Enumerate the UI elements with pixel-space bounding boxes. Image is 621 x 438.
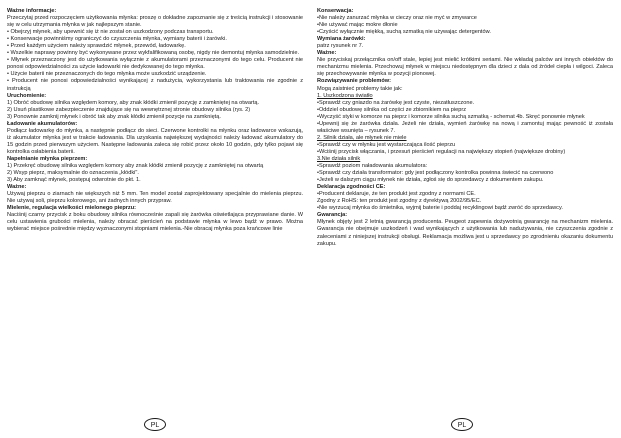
section-heading: Mielenie, regulacja wielkości mielonego pieprzu:: [7, 205, 137, 212]
paragraph: Nie przyciskaj przełącznika on/off stale, lepiej jest mielić krótkimi seriami. Nie wkładaj palców ani innych obiektów do mechanizmu mielenia. Przechowuj młynek w miejscu niedostępnym dla dzieci z dala od źródeł ciepła i wilgoci. Zaleca się przechowywanie młynka w pozycji pionowej.: [317, 57, 613, 78]
section-heading: Ładowanie akumulatorów:: [7, 120, 78, 127]
paragraph: • Konserwacje powinniśmy ograniczyć do czyszczenia młynka, wymiany baterii i żarówki.: [7, 36, 227, 43]
paragraph: Używaj pieprzu o ziarnach nie większych niż 5 mm. Ten model został zaprojektowany specjalnie do mielenia pieprzu. Nie używaj soli, pieprzu kolorowego, ani żadnych innych przypraw.: [7, 191, 303, 205]
paragraph: •Upewnij się że żarówka działa. Jeżeli nie działa, wymień żarówkę na nową i zamontuj mając pewność iż została właściwe wsunięta – rysunek 7.: [317, 120, 613, 134]
paragraph: Przeczytaj przed rozpoczęciem użytkowania młynka: proszę o dokładne zapoznanie się z treścią instrukcji i stosowanie się w celu utrzymania młynka w jak najlepszym stanie.: [7, 15, 303, 29]
section-heading: Ważne:: [7, 184, 27, 191]
paragraph: • Wszelkie naprawy powinny być wykonywane przez wykfalifikowaną osobę, nigdy nie demontuj młynka samodzielnie.: [7, 50, 300, 57]
paragraph: 3) Aby zamknąć młynek, postępuj odwrotnie do pkt. 1.: [7, 177, 141, 184]
section-heading: Napełnianie młynka pieprzem:: [7, 155, 88, 162]
paragraph: 1) Przekręć obudowę silnika względem komory aby znak kłódki zmienił pozycję z zamkniętej na otwartą: [7, 163, 264, 170]
paragraph: •Jeżeli w dalszym ciągu młynek nie działa, zgłoś się do sprzedawcy z dokumentem zakupu.: [317, 177, 544, 184]
paragraph: • Obejrzyj młynek, aby upewnić się iż nie został on uszkodzony podczas transportu.: [7, 29, 214, 36]
paragraph: •Wciśnij przycisk włączania, i przesuń pierścień regulacji na największy stopień (największe drobiny): [317, 148, 566, 155]
instructions-right-column: [317, 8, 613, 248]
paragraph: •Nie należy zanurzać młynka w cieczy oraz nie myć w zmywarce: [317, 15, 477, 22]
paragraph: •Sprawdź poziom naładowania akumulatora:: [317, 163, 428, 170]
section-heading: Ważne informacje:: [7, 8, 57, 14]
paragraph: Mogą zaistnieć problemy takie jak:: [317, 85, 403, 92]
paragraph: Zgodny z RoHS: ten produkt jest zgodny z dyrektywą 2002/95/EC.: [317, 198, 482, 205]
paragraph: •Nie wyrzucaj młynka do śmietnika, wyjmij baterie i poddaj recyklingowi bądź zwróć do sprzedawcy.: [317, 205, 563, 212]
language-badge-right: PL: [451, 418, 473, 431]
paragraph: 3) Ponownie zamknij młynek i obróć tak aby znak kłódki zmienił pozycje na zamkniętą.: [7, 113, 221, 120]
section-heading: Konserwacja:: [317, 8, 354, 14]
paragraph: • Przed każdym użyciem należy sprawdzić młynek, przewód, ładowarkę.: [7, 43, 186, 50]
paragraph: Podłącz ładowarkę do młynka, a następnie podłącz do sieci. Czerwone kontrolki na młynku oraz ładowarce wskazują, iż akumulator młynka jest w trakcie ładowania. Dla uzyskania największej wydajności należy ładować akumulatory do 15 godzin przed pierwszym użyciem. Następne ładowania zaleca się robić przez około 10 godzin, gdy tylko pojawi się kontrolka osłabienia baterii.: [7, 127, 303, 155]
section-heading: Wymiana żarówki:: [317, 36, 366, 43]
paragraph: •Nie używać mając mokre dłonie: [317, 22, 398, 29]
paragraph: • Młynek przeznaczony jest do użytkowania wyłącznie z akumulatorami przeznaczonymi do tego celu. Producent nie ponosi odpowiedzialności za użycie ładowarki nie dedykowanej do tego młynka.: [7, 57, 303, 71]
section-heading: Uruchomienie:: [7, 92, 47, 99]
language-badge-left: PL: [144, 418, 166, 431]
problem-heading: 3.Nie działa silnik: [317, 155, 361, 162]
paragraph: •Oddziel obudowę silnika od części ze zbiornikiem na pieprz: [317, 106, 467, 113]
section-heading: Rozwiązywanie problemów:: [317, 78, 391, 85]
paragraph: 1) Obróć obudowę silnika względem komory, aby znak kłódki zmienił pozycję z zamkniętej na otwartą.: [7, 99, 260, 106]
paragraph: • Producent nie ponosi odpowiedzialności wynikającej z nadużycia, wykorzystania lub traktowania nie zgodnie z instrukcją: [7, 78, 303, 92]
paragraph: patrz rysunek nr 7.: [317, 43, 364, 50]
paragraph: Naciśnij czarny przycisk z boku obudowy silnika równocześnie zapali się żarówka oświetlająca przyprawiane danie. W celu ustawienia grubości mielenia, należy obracać pierścień na podstawie młynka w lewo bądź w prawo. Można wybierać miejsce pośrednie między wyznaczonymi stopniami mielenia.-Nie obracaj młynka poza krańcowe linie: [7, 212, 303, 233]
paragraph: • Użycie baterii nie przeznaczonych do tego młynka może uszkodzić urządzenie.: [7, 71, 207, 78]
paragraph: •Czyścić wyłącznie miękką, suchą szmatką nie używając detergentów.: [317, 29, 491, 36]
section-heading: Deklaracja zgodności CE:: [317, 184, 386, 191]
problem-heading: 2. Silnik działa, ale młynek nie miele: [317, 134, 407, 141]
paragraph: 2) Usuń plastikowe zabezpieczenie znajdujące się na wewnętrznej stronie obudowy silnika (rys. 2): [7, 106, 251, 113]
paragraph: •Sprawdź czy w młynku jest wystarczająca ilość pieprzu: [317, 141, 456, 148]
problem-heading: 1. Uszkodzona światło: [317, 92, 373, 99]
paragraph: •Sprawdź czy działa transformator: gdy jest podłączony kontrolka powinna świecić na czerwono: [317, 170, 554, 177]
paragraph: 2) Wsyp pieprz, maksymalnie do oznaczenia „kłódki".: [7, 170, 139, 177]
instructions-left-column: [7, 8, 303, 234]
paragraph: •Producent deklaruje, że ten produkt jest zgodny z normami CE.: [317, 191, 476, 198]
section-heading: Ważne:: [317, 50, 337, 57]
section-heading: Gwarancja:: [317, 212, 348, 219]
paragraph: •Sprawdź czy gniazdo na żarówkę jest czyste, niezatłuszczone.: [317, 99, 475, 106]
paragraph: Młynek objęty jest 2 letnią gwarancją producenta. Peugeot zapewnia dożywotnią gwarancję na mechanizm mielenia. Gwarancja nie obejmuje uszkodzeń i wad wynikających z użytkowania lub nadużywania, nie czyszczenia zgodnie z zaleceniami z niniejszej instrukcji obsługi. Reklamacja możliwa jest u sprzedawcy po zgrodnieniu okazaniu dokumentu zakupu.: [317, 219, 613, 247]
paragraph: •Wyczyść styki w komorze na pieprz i komorze silnika suchą szmatką - schemat 4b. Skręć ponownie młynek: [317, 113, 585, 120]
